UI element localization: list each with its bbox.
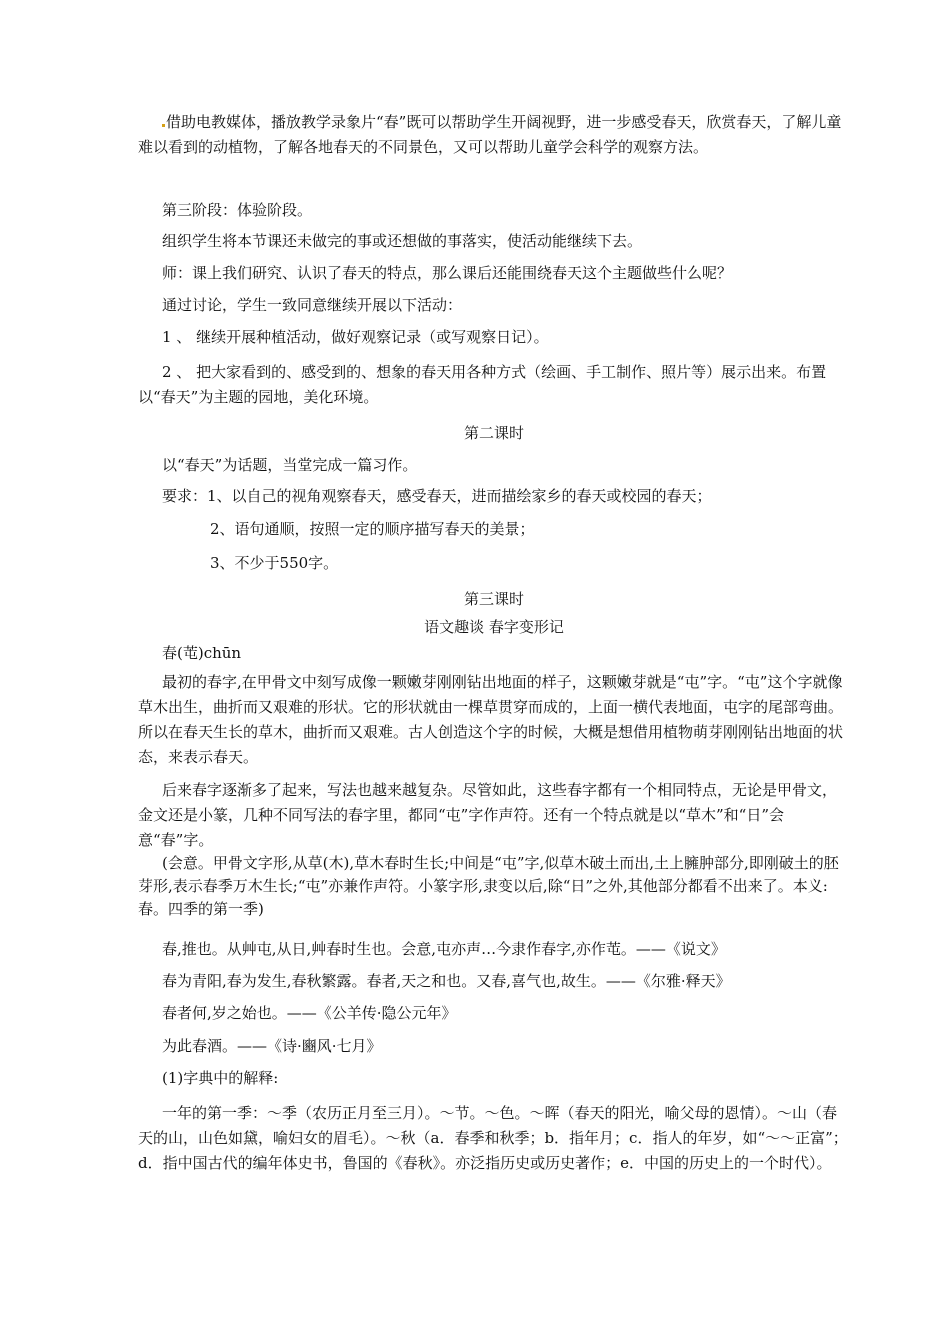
quote-gongyang: 春者何,岁之始也。——《公羊传·隐公元年》 [162, 1004, 457, 1022]
section-heading-lesson-2: 第二课时 [463, 424, 524, 442]
section-heading-lesson-3: 第三课时 [463, 590, 524, 608]
quote-shuowen: 春,推也。从艸屯,从日,艸春时生也。会意,屯亦声…今隶作春字,亦作芚。——《说文》 [162, 940, 726, 958]
paragraph-explanation: (会意。甲骨文字形,从草(木),草木春时生长;中间是“屯”字,似草木破土而出,土上臃肿部分,即刚破土的胚芽形,表示春季万木生长;“屯”亦兼作声符。小篆字形,隶变以后,除“日”之外,其他部分都看不出来了。本义:春。四季的第一季) [138, 854, 839, 918]
paragraph-requirement-3: 3、不少于550字。 [210, 554, 339, 572]
paragraph-evolution: 后来春字逐渐多了起来，写法也越来越复杂。尽管如此，这些春字都有一个相同特点，无论是甲骨文，金文还是小篆，几种不同写法的春字里，都同“屯”字作声符。还有一个特点就是以“草木”和“日”会意“春”字。 [138, 781, 838, 849]
paragraph-character-entry: 春(芚)chūn [162, 644, 242, 662]
paragraph-stage-three: 第三阶段：体验阶段。 [162, 201, 313, 219]
paragraph-discussion: 通过讨论，学生一致同意继续开展以下活动： [162, 296, 463, 314]
paragraph-origin: 最初的春字,在甲骨文中刻写成像一颗嫩芽刚刚钻出地面的样子，这颗嫩芽就是“屯”字。“屯”这个字就像草木出生，曲折而又艰难的形状。它的形状就由一棵草贯穿而成的，上面一横代表地面，屯字的尾部弯曲。所以在春天生长的草木，曲折而又艰难。古人创造这个字的时候，大概是想借用植物萌芽刚刚钻出地面的状态，来表示春天。 [138, 673, 844, 766]
edit-mark-icon [162, 124, 165, 127]
list-item-activity-1: 1 、 继续开展种植活动，做好观察记录（或写观察日记）。 [162, 328, 549, 346]
quote-erya: 春为青阳,春为发生,春秋繁露。春者,天之和也。又春,喜气也,故生。——《尔雅·释天》 [162, 972, 731, 990]
paragraph-requirement-2: 2、语句通顺，按照一定的顺序描写春天的美景； [210, 520, 535, 538]
paragraph-dictionary-definition: 一年的第一季：～季（农历正月至三月）。～节。～色。～晖（春天的阳光，喻父母的恩情）。～山（春天的山，山色如黛，喻妇女的眉毛）。～秋（a．春季和秋季；b．指年月；c．指人的年岁，如“～～正富”；d．指中国古代的编年体史书，鲁国的《春秋》。亦泛指历史或历史著作；e．中国的历史上的一个时代）。 [138, 1104, 848, 1172]
paragraph-teacher-question: 师：课上我们研究、认识了春天的特点，那么课后还能围绕春天这个主题做些什么呢？ [162, 264, 733, 282]
list-item-activity-2: 2 、 把大家看到的、感受到的、想象的春天用各种方式（绘画、手工制作、照片等）展示出来。布置以“春天”为主题的园地，美化环境。 [138, 363, 827, 406]
paragraph-organize: 组织学生将本节课还未做完的事或还想做的事落实，使活动能继续下去。 [162, 232, 643, 250]
paragraph-writing-topic: 以“春天”为话题，当堂完成一篇习作。 [162, 456, 418, 474]
quote-shijing: 为此春酒。——《诗·豳风·七月》 [162, 1037, 382, 1055]
section-subtitle: 语文趣谈 春字变形记 [424, 618, 564, 636]
paragraph-requirement-1: 要求：1、以自己的视角观察春天，感受春天，进而描绘家乡的春天或校园的春天； [162, 487, 712, 505]
paragraph-dictionary-heading: (1)字典中的解释: [162, 1069, 279, 1087]
paragraph-text: 借助电教媒体，播放教学录象片“春”既可以帮助学生开阔视野，进一步感受春天，欣赏春天，了解儿童难以看到的动植物，了解各地春天的不同景色，又可以帮助儿童学会科学的观察方法。 [138, 113, 842, 156]
paragraph-media-teaching [138, 110, 850, 160]
